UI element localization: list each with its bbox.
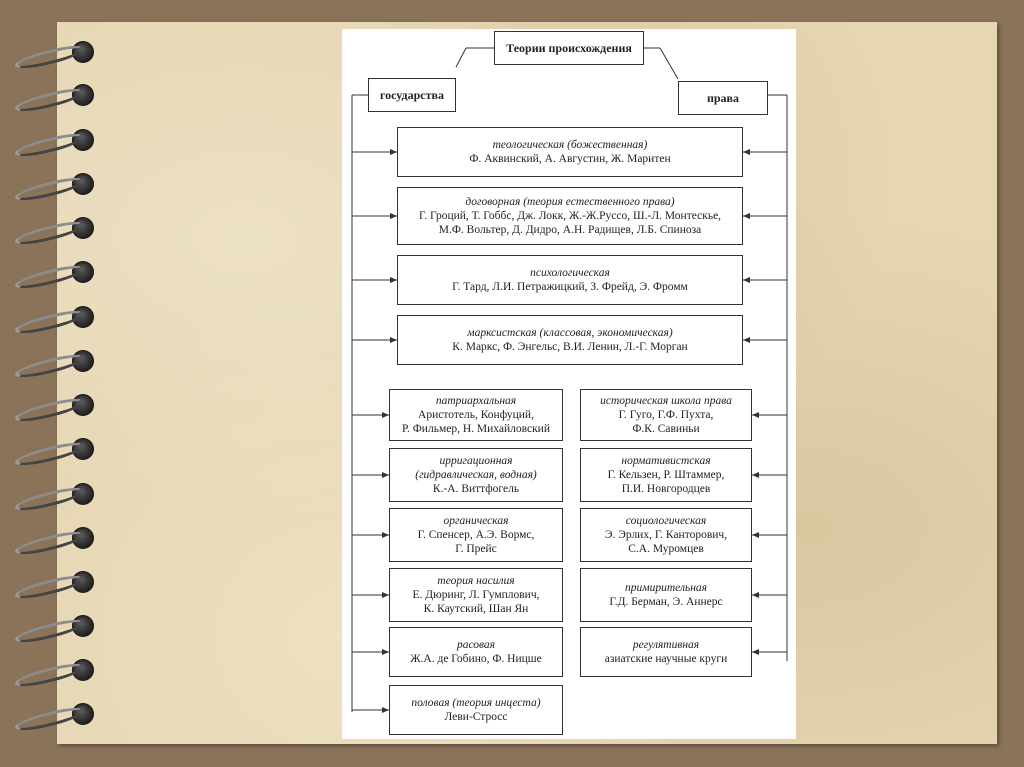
state-theory-box xyxy=(389,389,563,441)
theory-authors: Г. Прейс xyxy=(455,543,497,555)
theory-authors: М.Ф. Вольтер, Д. Дидро, А.Н. Радищев, Л.Б. Спиноза xyxy=(438,224,702,236)
theory-authors: К. Каутский, Шан Ян xyxy=(423,603,529,615)
law-theory-box xyxy=(580,448,752,502)
diagram-sheet xyxy=(342,29,796,739)
theory-authors: Ф.К. Савиньи xyxy=(632,423,700,435)
theory-authors: Г. Спенсер, А.Э. Вормс, xyxy=(417,529,535,541)
theory-title: нормативистская xyxy=(621,455,711,467)
theory-title: расовая xyxy=(456,639,496,651)
theory-authors: К. Маркс, Ф. Энгельс, В.И. Ленин, Л.-Г. Морган xyxy=(452,341,688,353)
root-box xyxy=(494,31,644,65)
theory-title: ирригационная xyxy=(439,455,513,467)
theory-title: теологическая (божественная) xyxy=(492,139,648,151)
theory-authors: Ф. Аквинский, А. Августин, Ж. Маритен xyxy=(469,153,671,165)
connector-line xyxy=(660,48,678,79)
theory-authors: (гидравлическая, водная) xyxy=(415,469,537,481)
theory-authors: Е. Дюринг, Л. Гумплович, xyxy=(412,589,540,601)
state-theory-box xyxy=(389,508,563,562)
theory-title: регулятивная xyxy=(632,639,700,651)
theory-authors: Э. Эрлих, Г. Канторович, xyxy=(604,529,728,541)
theory-authors: С.А. Муромцев xyxy=(628,543,704,555)
law-theory-box xyxy=(580,389,752,441)
law-header-label: права xyxy=(706,91,740,105)
theory-title: теория насилия xyxy=(437,575,515,587)
shared-theory-box xyxy=(397,315,743,365)
theory-authors: Г.Д. Берман, Э. Аннерс xyxy=(609,596,723,608)
shared-theory-box xyxy=(397,255,743,305)
state-theory-box xyxy=(389,448,563,502)
state-theory-box xyxy=(389,568,563,622)
state-theory-box xyxy=(389,685,563,735)
shared-theory-box xyxy=(397,187,743,245)
theory-authors: Г. Тард, Л.И. Петражицкий, З. Фрейд, Э. Фромм xyxy=(452,281,688,293)
law-theory-box xyxy=(580,508,752,562)
theory-title: половая (теория инцеста) xyxy=(411,697,541,709)
theory-title: марксистская (классовая, экономическая) xyxy=(467,327,673,339)
state-theory-box xyxy=(389,627,563,677)
law-header-box xyxy=(678,81,768,115)
theory-title: социологическая xyxy=(625,515,707,527)
root-label: Теории происхождения xyxy=(506,41,632,55)
theory-authors: К.-А. Виттфогель xyxy=(432,483,520,495)
theory-title: органическая xyxy=(443,515,509,527)
theory-authors: азиатские научные круги xyxy=(604,653,728,665)
shared-theory-box xyxy=(397,127,743,177)
theory-authors: Леви-Стросс xyxy=(444,711,508,723)
theory-authors: Г. Кельзен, Р. Штаммер, xyxy=(607,469,725,481)
state-header-label: государства xyxy=(379,88,444,102)
theory-authors: Ж.А. де Гобино, Ф. Ницше xyxy=(410,653,542,665)
state-header-box xyxy=(368,78,456,112)
theory-title: договорная (теория естественного права) xyxy=(465,196,675,208)
theory-title: историческая школа права xyxy=(600,395,732,407)
theory-authors: Аристотель, Конфуций, xyxy=(418,409,534,421)
law-theory-box xyxy=(580,568,752,622)
theory-title: примирительная xyxy=(624,582,707,594)
theory-authors: Р. Фильмер, Н. Михайловский xyxy=(402,423,550,435)
theory-title: патриархальная xyxy=(435,395,517,407)
connector-line xyxy=(456,48,466,67)
theory-authors: П.И. Новгородцев xyxy=(621,483,711,495)
theory-authors: Г. Гроций, Т. Гоббс, Дж. Локк, Ж.-Ж.Руссо, Ш.-Л. Монтескье, xyxy=(418,210,722,222)
law-theory-box xyxy=(580,627,752,677)
theory-authors: Г. Гуго, Г.Ф. Пухта, xyxy=(618,409,714,421)
theory-title: психологическая xyxy=(530,267,610,279)
